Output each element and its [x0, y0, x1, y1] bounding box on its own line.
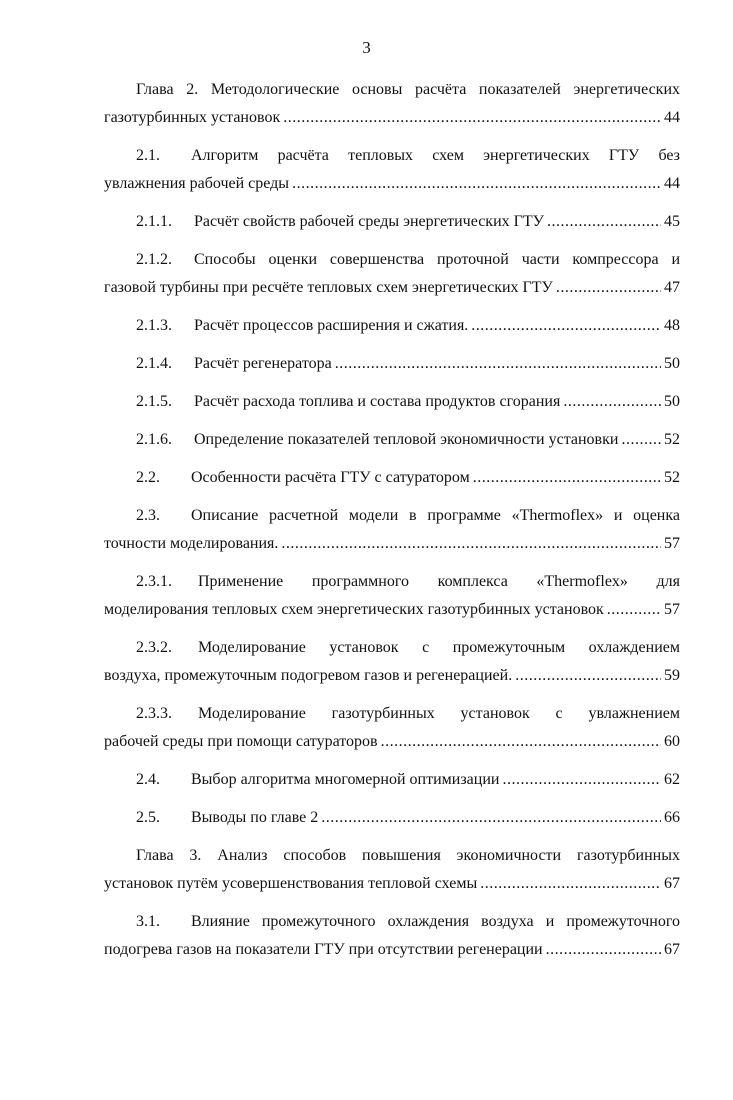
toc-entry-title: Расчёт свойств рабочей среды энергетических ГТУ — [194, 213, 544, 230]
leader-dots — [283, 104, 661, 132]
toc-section-number: 2.1.3. — [136, 317, 172, 334]
toc-section-number: 2.2. — [136, 469, 160, 486]
toc-page-number: 60 — [664, 733, 680, 750]
leader-dots — [547, 208, 661, 236]
toc-entry-2-4[interactable] — [104, 766, 680, 794]
toc-section-number: 2.1.5. — [136, 393, 172, 410]
leader-dots — [621, 426, 661, 454]
toc-section-number: 2.3. — [136, 507, 160, 524]
toc-entry-2-3-3[interactable] — [104, 700, 680, 756]
leader-dots — [556, 274, 661, 302]
toc-section-number: 2.3.1. — [136, 573, 172, 590]
toc-entry-2-3[interactable] — [104, 502, 680, 558]
leader-dots — [381, 728, 661, 756]
toc-entry-title: Расчёт расхода топлива и состава продуктов сгорания — [194, 393, 561, 410]
toc-section-number: 2.1. — [136, 147, 160, 164]
toc-page-number: 67 — [664, 875, 680, 892]
toc-section-number: 2.3.3. — [136, 705, 172, 722]
toc-entry-title-cont: рабочей среды при помощи сатураторов — [104, 733, 378, 750]
toc-entry-title-cont: воздуха, промежуточным подогревом газов и регенерацией. — [104, 667, 513, 684]
toc-section-number: 2.1.2. — [136, 251, 172, 268]
toc-entry-title: Выбор алгоритма многомерной оптимизации — [191, 771, 500, 788]
leader-dots — [563, 388, 661, 416]
toc-page-number: 52 — [664, 431, 680, 448]
toc-entry-2-3-2[interactable] — [104, 634, 680, 690]
toc-entry-title-cont: газотурбинных установок — [104, 109, 281, 126]
leader-dots — [292, 170, 661, 198]
toc-page-number: 52 — [664, 469, 680, 486]
toc-entry-3-1[interactable] — [104, 908, 680, 964]
toc-entry-2-1-5[interactable] — [104, 388, 680, 416]
toc-entry-title: Глава 2. Методологические основы расчёта показателей энергетических — [136, 81, 680, 98]
toc-entry-2-1[interactable] — [104, 142, 680, 198]
toc-entry-2-5[interactable] — [104, 804, 680, 832]
toc-section-number: 3.1. — [136, 913, 160, 930]
toc-entry-title: Особенности расчёта ГТУ с сатуратором — [191, 469, 470, 486]
toc-page-number: 57 — [664, 535, 680, 552]
toc-page-number: 44 — [664, 109, 680, 126]
toc-entry-2-1-3[interactable] — [104, 312, 680, 340]
leader-dots — [281, 530, 661, 558]
toc-section-number: 2.1.1. — [136, 213, 172, 230]
toc-section-number: 2.4. — [136, 771, 160, 788]
leader-dots — [515, 662, 661, 690]
toc-entry-2-2[interactable] — [104, 464, 680, 492]
toc-page-number: 67 — [664, 941, 680, 958]
toc-section-number: 2.1.6. — [136, 431, 172, 448]
toc-entry-title: Моделирование газотурбинных установок с увлажнением — [198, 705, 680, 722]
toc-section-number: 2.3.2. — [136, 639, 172, 656]
toc-entry-title: Применение программного комплекса «Thermoflex» для — [198, 573, 680, 590]
toc-entry-chapter-3[interactable] — [104, 842, 680, 898]
table-of-contents — [104, 76, 680, 964]
toc-entry-title-cont: подогрева газов на показатели ГТУ при отсутствии регенерации — [104, 941, 543, 958]
toc-entry-title-cont: увлажнения рабочей среды — [104, 175, 290, 192]
toc-page-number: 47 — [664, 279, 680, 296]
toc-entry-2-3-1[interactable] — [104, 568, 680, 624]
toc-entry-title-cont: газовой турбины при ресчёте тепловых схем энергетических ГТУ — [104, 279, 553, 296]
toc-entry-title: Выводы по главе 2 — [191, 809, 319, 826]
leader-dots — [502, 766, 661, 794]
leader-dots — [480, 870, 661, 898]
toc-entry-title: Алгоритм расчёта тепловых схем энергетических ГТУ без — [191, 147, 680, 164]
leader-dots — [471, 312, 661, 340]
toc-page-number: 50 — [664, 355, 680, 372]
toc-entry-2-1-4[interactable] — [104, 350, 680, 378]
toc-entry-2-1-1[interactable] — [104, 208, 680, 236]
toc-entry-title: Расчёт регенератора — [194, 355, 332, 372]
page-number: 3 — [362, 38, 371, 57]
toc-entry-2-1-2[interactable] — [104, 246, 680, 302]
leader-dots — [546, 936, 661, 964]
toc-page-number: 45 — [664, 213, 680, 230]
toc-page-number: 44 — [664, 175, 680, 192]
toc-entry-title-cont: точности моделирования. — [104, 535, 279, 552]
toc-page-number: 66 — [664, 809, 680, 826]
leader-dots — [473, 464, 661, 492]
toc-entry-title: Определение показателей тепловой экономичности установки — [194, 431, 619, 448]
leader-dots — [607, 596, 661, 624]
toc-page-number: 59 — [664, 667, 680, 684]
toc-entry-title: Расчёт процессов расширения и сжатия. — [194, 317, 469, 334]
toc-entry-title-cont: моделирования тепловых схем энергетических газотурбинных установок — [104, 601, 604, 618]
toc-entry-2-1-6[interactable] — [104, 426, 680, 454]
toc-entry-chapter-2[interactable] — [104, 76, 680, 132]
toc-page-number: 57 — [664, 601, 680, 618]
toc-entry-title: Моделирование установок с промежуточным охлаждением — [198, 639, 680, 656]
toc-section-number: 2.5. — [136, 809, 160, 826]
toc-entry-title: Глава 3. Анализ способов повышения экономичности газотурбинных — [136, 847, 680, 864]
leader-dots — [321, 804, 661, 832]
toc-entry-title-cont: установок путём усовершенствования тепловой схемы — [104, 875, 478, 892]
toc-page-number: 50 — [664, 393, 680, 410]
toc-section-number: 2.1.4. — [136, 355, 172, 372]
toc-page-number: 48 — [664, 317, 680, 334]
toc-page-number: 62 — [664, 771, 680, 788]
toc-entry-title: Способы оценки совершенства проточной части компрессора и — [194, 251, 680, 268]
toc-entry-title: Влияние промежуточного охлаждения воздуха и промежуточного — [191, 913, 680, 930]
toc-entry-title: Описание расчетной модели в программе «Thermoflex» и оценка — [191, 507, 680, 524]
leader-dots — [335, 350, 661, 378]
